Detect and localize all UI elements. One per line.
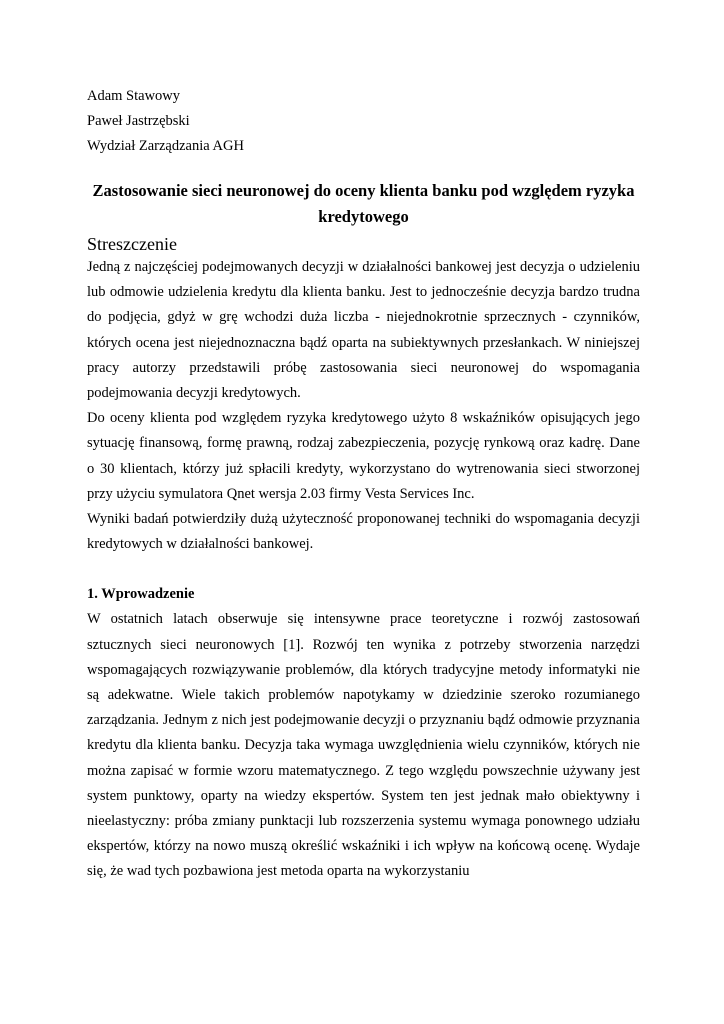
author-name: Adam Stawowy — [87, 88, 181, 104]
affiliation: Wydział Zarządzania AGH — [87, 138, 244, 154]
section-paragraph: W ostatnich latach obserwuje się intensywne prace teoretyczne i rozwój zastosowań sztucznych sieci neuronowych [1]. Rozwój ten wynika z potrzeby stworzenia narzędzi wspomagających rozwiązywanie problemów, dla których tradycyjne metody informatyki nie są adekwatne. Wiele takich problemów napotykamy w dziedzinie szeroko rozumianego zarządzania. Jednym z nich jest podejmowanie decyzji o przyznaniu bądź odmowie przyznania kredytu dla klienta banku. Decyzja taka wymaga uwzględnienia wielu czynników, których nie można zapisać w formie wzoru matematycznego. Z tego względu powszechnie używany jest system punktowy, oparty na wiedzy ekspertów. System ten jest jednak mało obiektywny i nieelastyczny: próba zmiany punktacji lub rozszerzenia systemu wymaga ponownego udziału ekspertów, którzy na nowo muszą określić wskaźniki i ich wpływ na końcową ocenę. Wydaje się, że wad tych pozbawiona jest metoda oparta na wykorzystaniu — [87, 611, 640, 880]
abstract-paragraph: Jedną z najczęściej podejmowanych decyzji w działalności bankowej jest decyzja o udzieleniu lub odmowie udzielenia kredytu dla klienta banku. Jest to jednocześnie decyzja bardzo trudna do podjęcia, gdyż w grę wchodzi duża liczba - niejednokrotnie sprzecznych - czynników, których ocena jest niejednoznaczna bądź oparta na subiektywnych przesłankach. W niniejszej pracy autorzy przedstawili próbę zastosowania sieci neuronowej do wspomagania podejmowania decyzji kredytowych. — [87, 259, 640, 402]
abstract-heading: Streszczenie — [87, 234, 177, 254]
abstract-paragraph: Do oceny klienta pod względem ryzyka kredytowego użyto 8 wskaźników opisujących jego sytuację finansową, formę prawną, rodzaj zabezpieczenia, pozycję rynkową oraz kadrę. Dane o 30 klientach, którzy już spłacili kredyty, wykorzystano do wytrenowania sieci stworzonej przy użyciu symulatora Qnet wersja 2.03 firmy Vesta Services Inc. — [87, 410, 640, 502]
author-name: Paweł Jastrzębski — [87, 113, 190, 129]
section-heading: 1. Wprowadzenie — [87, 586, 195, 603]
paper-title: Zastosowanie sieci neuronowej do oceny klienta banku pod względem ryzyka kredytowego — [92, 181, 635, 226]
author-block — [87, 84, 640, 159]
abstract-paragraph: Wyniki badań potwierdziły dużą użyteczność proponowanej techniki do wspomagania decyzji kredytowych w działalności bankowej. — [87, 511, 640, 553]
